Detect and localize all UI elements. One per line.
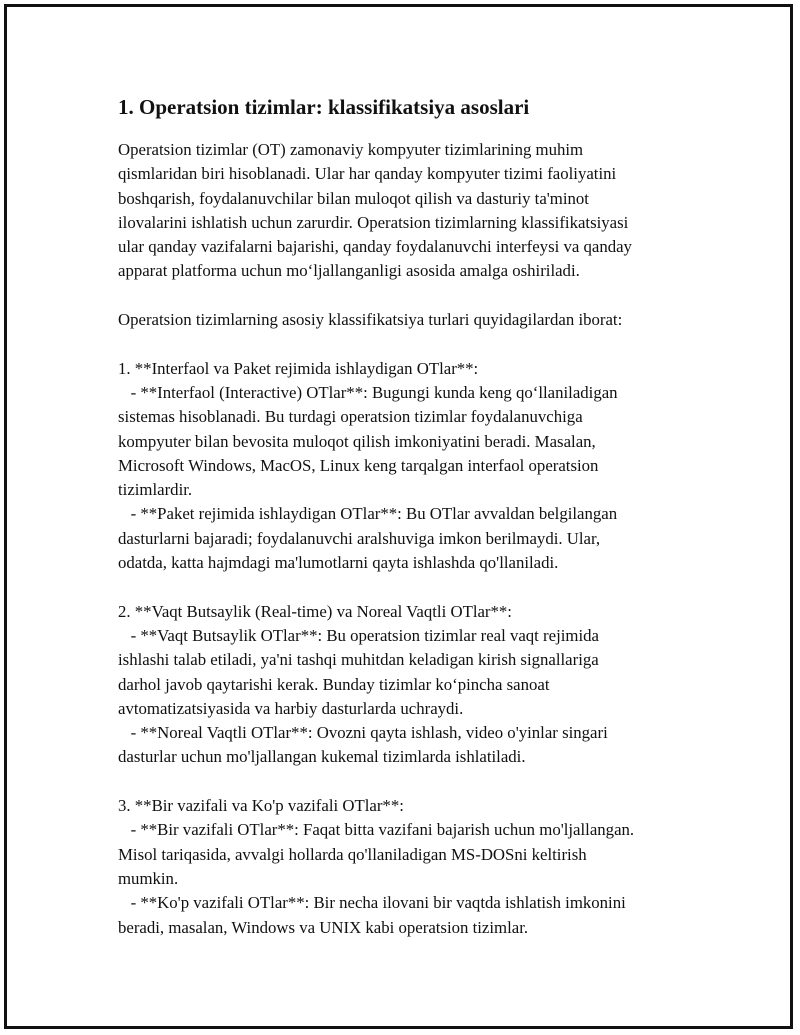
document-body: Operatsion tizimlar (OT) zamonaviy kompyuter tizimlarining muhim qismlaridan biri hisoblanadi. Ular har qanday kompyuter tizimi faoliyatini boshqarish, foydalanuvchilar bilan muloqot qilish va dasturiy ta'minot ilovalarini ishlatish uchun zarurdir. Operatsion tizimlarning klassifikatsiyasi ular qanday vazifalarni bajarishi, qanday foydalanuvchi interfeysi va qanday apparat platforma uchun mo‘ljallanganligi asosida amalga oshiriladi. Operatsion tizimlarning asosiy klassifikatsiya turlari quyidagilardan iborat: 1. **Interfaol va Paket rejimida ishlaydigan OTlar**: - **Interfaol (Interactive) OTlar**: Bugungi kunda keng qo‘llaniladigan sistemas hisoblanadi. Bu turdagi operatsion tizimlar foydalanuvchiga kompyuter bilan bevosita muloqot qilish imkoniyatini beradi. Masalan, Microsoft Windows, MacOS, Linux keng tarqalgan interfaol operatsion tizimlardir. - **Paket rejimida ishlaydigan OTlar**: Bu OTlar avvaldan belgilangan dasturlarni bajaradi; foydalanuvchi aralshuviga imkon berilmaydi. Ular, odatda, katta hajmdagi ma'lumotlarni qayta ishlashda qo'llaniladi. 2. **Vaqt Butsaylik (Real-time) va Noreal Vaqtli OTlar**: - **Vaqt Butsaylik OTlar**: Bu operatsion tizimlar real vaqt rejimida ishlashi talab etiladi, ya'ni tashqi muhitdan keladigan kirish signallariga darhol javob qaytarishi kerak. Bunday tizimlar ko‘pincha sanoat avtomatizatsiyasida va harbiy dasturlarda uchraydi. - **Noreal Vaqtli OTlar**: Ovozni qayta ishlash, video o'yinlar singari dasturlar uchun mo'ljallangan kukemal tizimlarda ishlatiladi. 3. **Bir vazifali va Ko'p vazifali OTlar**: - **Bir vazifali OTlar**: Faqat bitta vazifani bajarish uchun mo'ljallangan. Misol tariqasida, avvalgi hollarda qo'llaniladigan MS-DOSni keltirish mumkin. - **Ko'p vazifali OTlar**: Bir necha ilovani bir vaqtda ishlatish imkonini beradi, masalan, Windows va UNIX kabi operatsion tizimlar. [118,140,635,937]
document-content [118,93,698,940]
document-title: 1. Operatsion tizimlar: klassifikatsiya asoslari [118,95,530,119]
